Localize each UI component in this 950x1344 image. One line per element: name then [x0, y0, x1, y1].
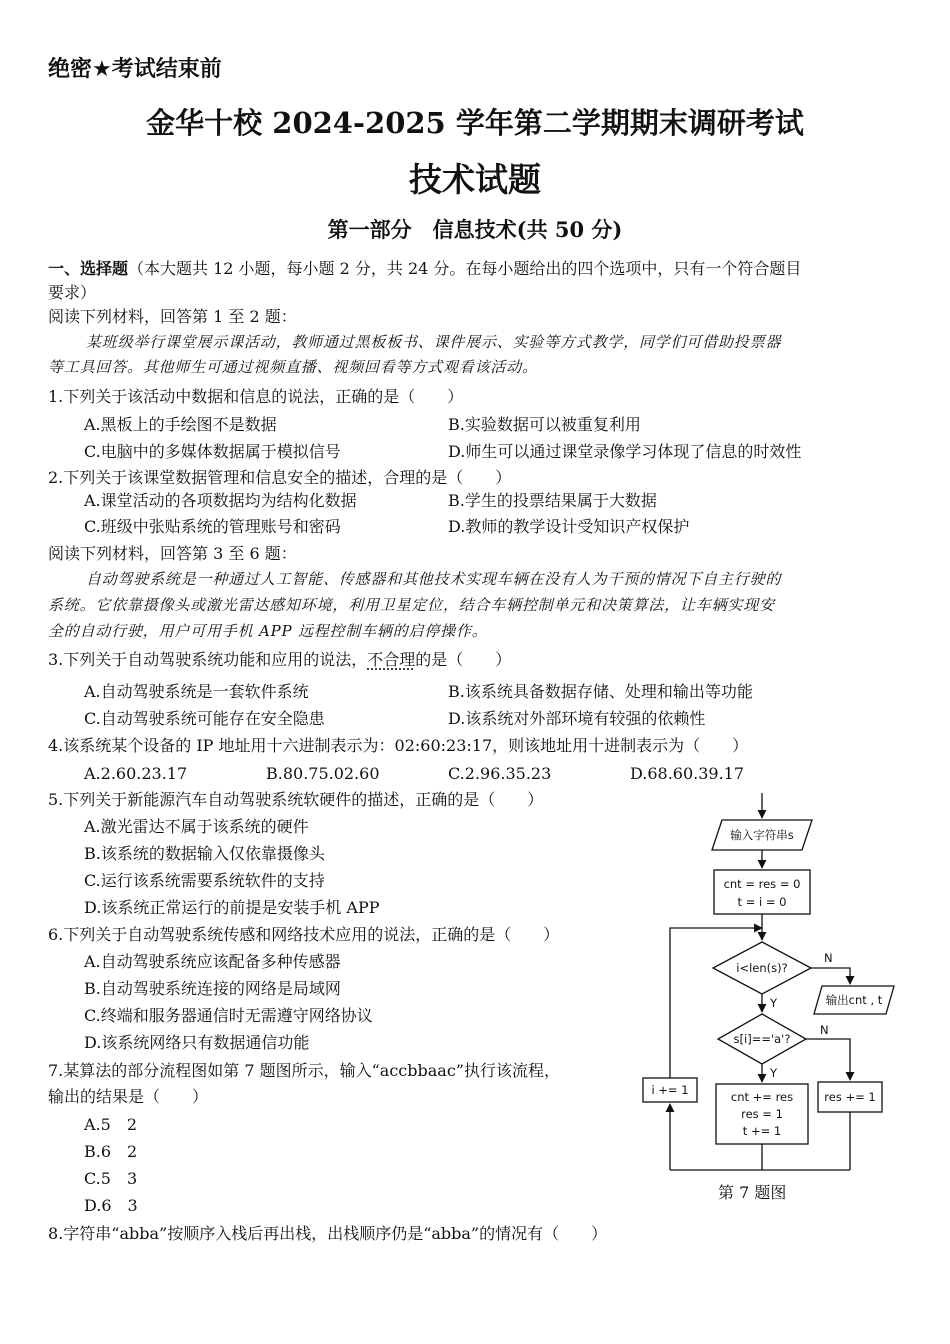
flow-arrow-cond2-no: [806, 1039, 850, 1080]
exam-title: 金华十校 2024-2025 学年第二学期期末调研考试: [146, 106, 804, 140]
question-6-option-c: C.终端和服务器通信时无需遵守网络协议: [84, 1006, 373, 1025]
question-5-option-c: C.运行该系统需要系统软件的支持: [84, 871, 325, 890]
question-7-option-c: C.5 3: [84, 1169, 138, 1188]
question-1-option-d: D.师生可以通过课堂录像学习体现了信息的时效性: [448, 442, 802, 461]
question-2-option-b: B.学生的投票结果属于大数据: [448, 491, 657, 510]
question-5-stem: 5.下列关于新能源汽车自动驾驶系统软硬件的描述，正确的是（ ）: [48, 790, 544, 809]
question-1-option-a: A.黑板上的手绘图不是数据: [84, 415, 277, 434]
passage-1-line-2: 等工具回答。其他师生可通过视频直播、视频回看等方式观看该活动。: [48, 358, 538, 376]
question-4-option-b: B.80.75.02.60: [266, 764, 380, 783]
question-3-stem: [48, 649, 511, 671]
flow-counter-label-2: res = 1: [741, 1107, 783, 1121]
question-5-option-a: A.激光雷达不属于该系统的硬件: [84, 817, 309, 836]
passage-2-line-1: 自动驾驶系统是一种通过人工智能、传感器和其他技术实现车辆在没有人为干预的情况下自主行驶的: [86, 570, 782, 588]
question-1-option-c: C.电脑中的多媒体数据属于模拟信号: [84, 442, 341, 461]
question-8-stem: 8.字符串“abba”按顺序入栈后再出栈，出栈顺序仍是“abba”的情况有（ ）: [48, 1224, 608, 1243]
question-6-stem: 6.下列关于自动驾驶系统传感和网络技术应用的说法，正确的是（ ）: [48, 925, 560, 944]
question-1-stem: 1.下列关于该活动中数据和信息的说法，正确的是（ ）: [48, 387, 464, 406]
question-4-option-d: D.68.60.39.17: [630, 764, 745, 783]
question-4-option-a: A.2.60.23.17: [84, 764, 188, 783]
flow-i-increment-label: i += 1: [651, 1083, 689, 1097]
flow-init-label-1: cnt = res = 0: [723, 877, 801, 891]
section-description: （本大题共 12 小题，每小题 2 分，共 24 分。在每小题给出的四个选项中，只有一个符合题目: [128, 259, 802, 278]
confidential-mark: 绝密★考试结束前: [48, 57, 222, 82]
flow-condition-2-label: s[i]=='a'?: [733, 1032, 791, 1046]
section-intro-line-2: 要求）: [48, 283, 97, 302]
flow-yes-label-1: Y: [770, 996, 778, 1010]
flow-res-increment-label: res += 1: [824, 1090, 876, 1104]
question-4-stem: 4.该系统某个设备的 IP 地址用十六进制表示为：02:60:23:17，则该地址用十进制表示为（ ）: [48, 736, 749, 755]
passage-1-line-1: 某班级举行课堂展示课活动，教师通过黑板板书、课件展示、实验等方式教学，同学们可借助投票器: [86, 333, 782, 351]
flowchart-figure: [630, 785, 930, 1205]
question-3-emphasis: 不合理: [367, 650, 416, 669]
flow-counter-label-3: t += 1: [742, 1124, 782, 1138]
question-2-option-a: A.课堂活动的各项数据均为结构化数据: [84, 491, 357, 510]
question-3-stem-start: 3.下列关于自动驾驶系统功能和应用的说法，: [48, 650, 368, 669]
question-1-option-b: B.实验数据可以被重复利用: [448, 415, 641, 434]
flow-counter-label-1: cnt += res: [730, 1090, 794, 1104]
question-6-option-d: D.该系统网络只有数据通信功能: [84, 1033, 310, 1052]
question-3-stem-end: 的是（ ）: [415, 650, 512, 669]
question-7-stem-line-1: 7.某算法的部分流程图如第 7 题图所示，输入“accbbaac”执行该流程，: [48, 1061, 560, 1080]
question-6-option-a: A.自动驾驶系统应该配备多种传感器: [84, 952, 341, 971]
flow-no-label-2: N: [820, 1023, 829, 1037]
flow-yes-label-2: Y: [770, 1066, 778, 1080]
part-heading: 第一部分 信息技术(共 50 分): [327, 217, 623, 242]
question-2-stem: 2.下列关于该课堂数据管理和信息安全的描述，合理的是（ ）: [48, 468, 512, 487]
section-label: 一、选择题: [48, 259, 129, 278]
question-3-option-d: D.该系统对外部环境有较强的依赖性: [448, 709, 706, 728]
question-7-stem-line-2: 输出的结果是（ ）: [48, 1087, 209, 1106]
reading-intro-1: 阅读下列材料，回答第 1 至 2 题：: [48, 307, 297, 326]
question-3-option-a: A.自动驾驶系统是一套软件系统: [84, 682, 309, 701]
question-6-option-b: B.自动驾驶系统连接的网络是局域网: [84, 979, 341, 998]
question-5-option-d: D.该系统正常运行的前提是安装手机 APP: [84, 898, 380, 917]
flow-condition-1-label: i<len(s)?: [736, 961, 788, 975]
flow-init-label-2: t = i = 0: [737, 895, 787, 909]
question-7-option-a: A.5 2: [84, 1115, 138, 1134]
question-7-option-b: B.6 2: [84, 1142, 138, 1161]
question-5-option-b: B.该系统的数据输入仅依靠摄像头: [84, 844, 325, 863]
question-3-option-b: B.该系统具备数据存储、处理和输出等功能: [448, 682, 753, 701]
flow-output-label: 输出cnt , t: [825, 993, 883, 1007]
flow-no-label-1: N: [824, 951, 833, 965]
question-7-option-d: D.6 3: [84, 1196, 138, 1215]
flow-arrow-cond1-no: [811, 968, 850, 984]
reading-intro-2: 阅读下列材料，回答第 3 至 6 题：: [48, 544, 297, 563]
figure-caption: 第 7 题图: [718, 1183, 787, 1202]
question-4-option-c: C.2.96.35.23: [448, 764, 552, 783]
passage-2-line-3: 全的自动行驶，用户可用手机 APP 远程控制车辆的启停操作。: [48, 622, 488, 640]
question-3-option-c: C.自动驾驶系统可能存在安全隐患: [84, 709, 325, 728]
flow-input-label: 输入字符串s: [730, 828, 794, 842]
passage-2-line-2: 系统。它依靠摄像头或激光雷达感知环境，利用卫星定位，结合车辆控制单元和决策算法，让车辆实现安: [48, 596, 775, 614]
question-2-option-d: D.教师的教学设计受知识产权保护: [448, 517, 690, 536]
question-2-option-c: C.班级中张贴系统的管理账号和密码: [84, 517, 341, 536]
section-intro-line-1: [48, 258, 801, 280]
exam-subtitle: 技术试题: [409, 160, 541, 199]
